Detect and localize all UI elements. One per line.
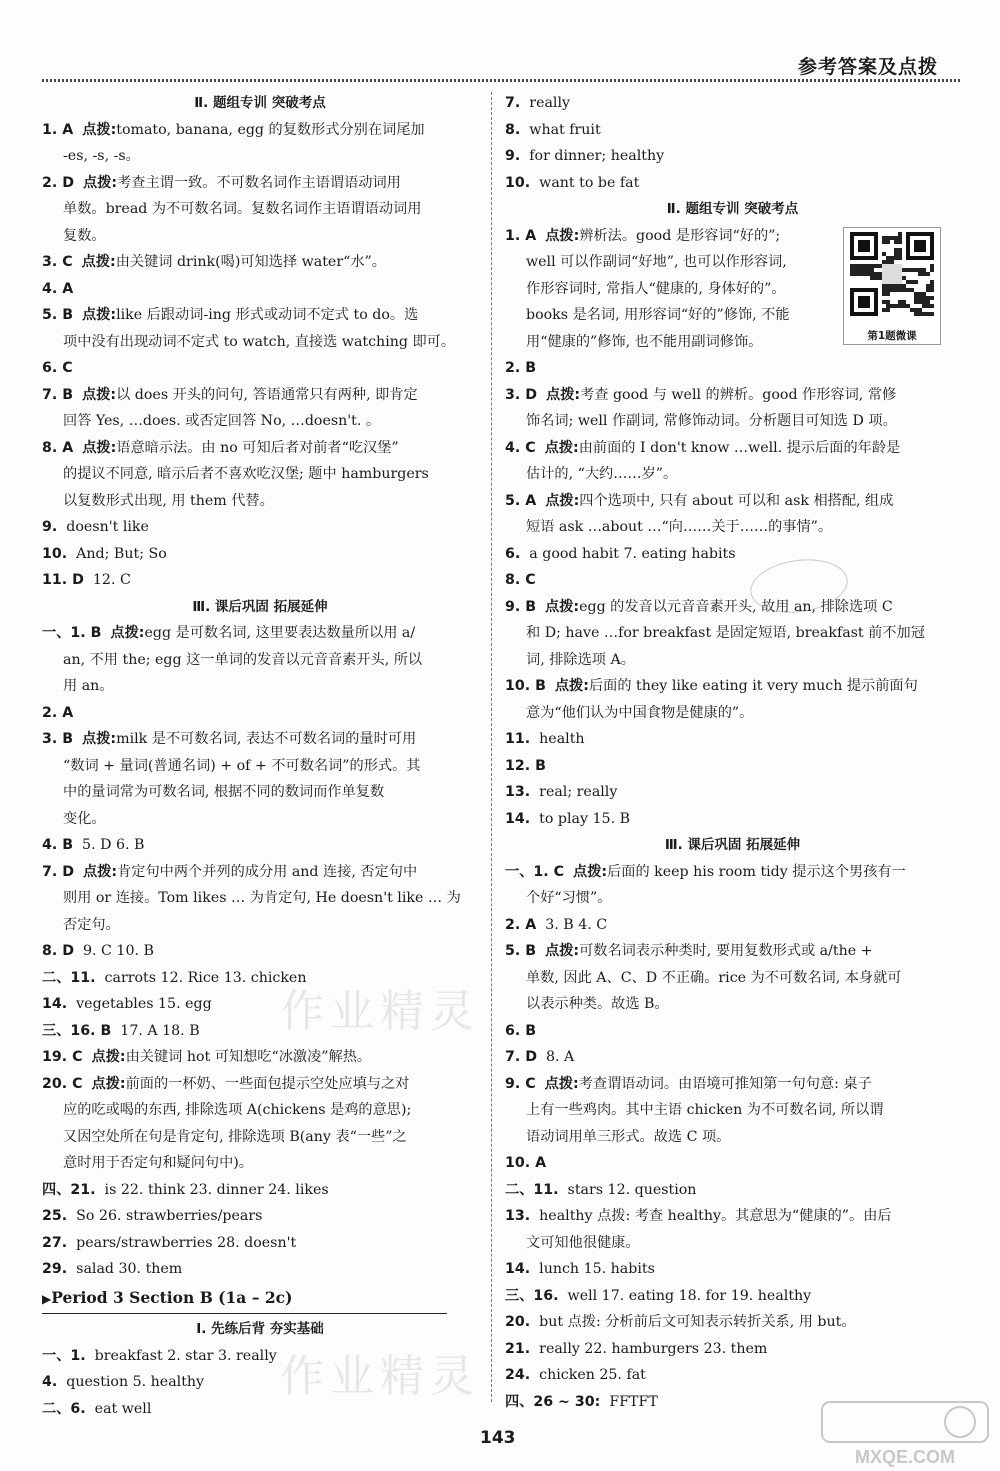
- answer-number: 2. D: [42, 174, 74, 191]
- answer-continuation: [505, 885, 960, 912]
- answer-text: 考查主谓一致。不可数名词作主语谓语动词用: [117, 174, 401, 191]
- qr-caption: 第1题微课: [867, 330, 917, 342]
- answer-number: 13.: [505, 1208, 531, 1224]
- answer-text: 考查 good 与 well 的辨析。good 作形容词, 常修: [580, 386, 897, 403]
- answer-item: [505, 117, 960, 144]
- answer-item: [42, 435, 478, 462]
- answer-text: 上有一些鸡肉。其中主语 chicken 为不可数名词, 所以谓: [526, 1102, 884, 1118]
- answer-continuation: [505, 991, 960, 1018]
- answer-continuation: [505, 408, 960, 435]
- answer-number: 三、16. B: [42, 1022, 112, 1039]
- answer-item: [42, 514, 478, 541]
- answer-continuation: [505, 647, 960, 674]
- answer-text: like 后跟动词-ing 形式或动词不定式 to do。选: [116, 307, 419, 323]
- answer-item: [505, 1044, 960, 1071]
- answer-text: for dinner; healthy: [529, 148, 665, 164]
- answer-number: 11. D: [42, 572, 84, 588]
- answer-number: 4. C: [505, 439, 536, 456]
- answer-number: 4. B: [42, 837, 74, 853]
- answer-text: salad 30. them: [76, 1261, 183, 1277]
- answer-number: 3. D: [505, 386, 537, 403]
- answer-number: 4.: [42, 1374, 58, 1390]
- answer-item: [42, 1044, 478, 1071]
- answer-item: [505, 594, 960, 621]
- answer-item: [505, 673, 960, 700]
- answer-text: 作形容词时, 常指人“健康的, 身体好的”。: [526, 280, 786, 297]
- answer-text: to play 15. B: [539, 810, 631, 827]
- answer-number: 8. C: [505, 572, 536, 588]
- answer-number: 7. B: [42, 386, 74, 403]
- hint-label: 点拨:: [82, 121, 117, 138]
- answer-item: [505, 435, 960, 462]
- answer-text: “数词 + 量词(普通名词) + of + 不可数名词”的形式。其: [63, 757, 421, 774]
- answer-item: [505, 382, 960, 409]
- answer-continuation: [42, 673, 478, 700]
- answer-item: [42, 1369, 478, 1396]
- answer-continuation: [505, 1230, 960, 1257]
- answer-text: egg 是可数名词, 这里要表达数量所以用 a/: [144, 625, 416, 641]
- answer-text: well 17. eating 18. for 19. healthy: [567, 1287, 812, 1304]
- answer-item: [505, 806, 960, 833]
- answer-continuation: [42, 806, 478, 833]
- answer-item: [42, 1018, 478, 1045]
- answer-continuation: [505, 1097, 960, 1124]
- answer-text: chicken 25. fat: [539, 1367, 646, 1383]
- answer-text: 饰名词; well 作副词, 常修饰动词。分析题目可知选 D 项。: [526, 413, 897, 429]
- answer-text: 语意暗示法。由 no 可知后者对前者“吃汉堡”: [116, 439, 399, 456]
- answer-text: 用 an。: [63, 678, 114, 694]
- answer-text: 5. D 6. B: [82, 837, 145, 853]
- answer-text: 后面的 keep his room tidy 提示这个男孩有一: [607, 863, 906, 880]
- answer-item: [42, 991, 478, 1018]
- page-header-title: 参考答案及点拨: [797, 56, 938, 78]
- answer-item: [42, 620, 478, 647]
- answer-number: 20.: [505, 1314, 531, 1330]
- answer-text: 单数。bread 为不可数名词。复数名词作主语谓语动词用: [63, 201, 422, 217]
- answer-text: question 5. healthy: [66, 1374, 205, 1390]
- answer-text: health: [539, 731, 585, 747]
- period-title: Period 3 Section B (1a – 2c): [51, 1287, 293, 1307]
- answer-text: an, 不用 the; egg 这一单词的发音以元音音素开头, 所以: [63, 651, 423, 668]
- answer-item: [42, 1256, 478, 1283]
- answer-text: 17. A 18. B: [120, 1022, 200, 1039]
- answer-text: 应的吃或喝的东西, 排除选项 A(chickens 是鸡的意思);: [63, 1102, 412, 1118]
- answer-item: [42, 117, 478, 144]
- answer-continuation: [505, 461, 960, 488]
- hint-label: 点拨:: [82, 386, 117, 403]
- answer-item: [505, 1203, 960, 1230]
- section-heading: Ⅱ. 题组专训 突破考点: [194, 95, 326, 111]
- period-heading: [42, 1285, 447, 1315]
- answer-text: 单数, 因此 A、C、D 不正确。rice 为不可数名词, 本身就可: [526, 969, 902, 986]
- answer-text: So 26. strawberries/pears: [76, 1208, 263, 1224]
- answer-text: what fruit: [529, 121, 601, 138]
- answer-item: [505, 859, 960, 886]
- answer-text: 则用 or 连接。Tom likes … 为肯定句, He doesn't like … 为: [63, 890, 461, 906]
- answer-number: 1. A: [505, 227, 537, 244]
- answer-continuation: [505, 700, 960, 727]
- answer-number: 5. B: [42, 307, 74, 323]
- hint-label: 点拨:: [545, 943, 580, 959]
- answer-item: [42, 541, 478, 568]
- answer-continuation: [42, 1124, 478, 1151]
- answer-text: 9. C 10. B: [83, 943, 154, 959]
- answer-number: 14.: [505, 810, 531, 827]
- answer-number: 7.: [505, 95, 521, 111]
- answer-text: doesn't like: [66, 519, 149, 535]
- answer-text: well 可以作副词“好地”, 也可以作形容词,: [526, 254, 787, 270]
- answer-continuation: [42, 196, 478, 223]
- answer-item: [42, 302, 478, 329]
- answer-item: [42, 567, 478, 594]
- answer-text: 和 D; have …for breakfast 是固定短语, breakfast 前不加冠: [526, 625, 925, 641]
- qr-code-icon: [850, 232, 934, 316]
- column-divider: [491, 92, 492, 1402]
- hint-label: 点拨:: [91, 1075, 126, 1092]
- answer-text: 又因空处所在句是肯定句, 排除选项 B(any 表“一些”之: [63, 1128, 407, 1145]
- answer-text: 词, 排除选项 A。: [526, 651, 635, 668]
- answer-item: [505, 938, 960, 965]
- answer-text: 语动词用单三形式。故选 C 项。: [526, 1128, 731, 1145]
- hint-label: 点拨:: [83, 174, 118, 191]
- answer-text: 3. B 4. C: [545, 916, 608, 933]
- answer-number: 一、1. B: [42, 625, 102, 641]
- answer-continuation: [42, 753, 478, 780]
- answer-continuation: [42, 223, 478, 250]
- answer-text: pears/strawberries 28. doesn't: [76, 1234, 297, 1251]
- answer-number: 三、16.: [505, 1287, 559, 1304]
- answer-number: 20. C: [42, 1075, 83, 1092]
- answer-item: [505, 1256, 960, 1283]
- answer-number: 9.: [42, 519, 58, 535]
- answer-text: 否定句。: [63, 916, 120, 933]
- watermark-left-bottom: 作业精灵: [280, 1351, 480, 1402]
- answer-text: 以 does 开头的问句, 答语通常只有两种, 即肯定: [116, 386, 418, 403]
- answer-continuation: [42, 647, 478, 674]
- answer-item: [42, 382, 478, 409]
- answer-continuation: [42, 461, 478, 488]
- answer-continuation: [42, 408, 478, 435]
- answer-number: 8. A: [42, 439, 74, 456]
- answer-text: 短语 ask …about …“向……关于……的事情”。: [526, 519, 833, 535]
- answer-item: [42, 1177, 478, 1204]
- answer-text: books 是名词, 用形容词“好的”修饰, 不能: [526, 307, 790, 323]
- answer-item: [505, 143, 960, 170]
- answer-continuation: [42, 779, 478, 806]
- answer-item: [505, 1283, 960, 1310]
- answer-number: 8.: [505, 121, 521, 138]
- answer-number: 1. A: [42, 121, 74, 138]
- answer-text: breakfast 2. star 3. really: [94, 1347, 277, 1364]
- answer-item: [42, 170, 478, 197]
- answer-text: eat well: [94, 1400, 152, 1417]
- answer-number: 四、26 ~ 30:: [505, 1393, 601, 1410]
- answer-item: [42, 1396, 478, 1423]
- answer-item: [42, 1203, 478, 1230]
- answer-number: 6. B: [505, 1022, 537, 1039]
- answer-text: carrots 12. Rice 13. chicken: [104, 969, 307, 986]
- answer-number: 一、1.: [42, 1347, 86, 1364]
- hint-label: 点拨:: [110, 625, 145, 641]
- answer-text: 意为“他们认为中国食物是健康的”。: [526, 704, 754, 721]
- answer-text: 四个选项中, 只有 about 可以和 ask 相搭配, 组成: [579, 492, 894, 509]
- answer-item: [505, 1150, 960, 1177]
- answer-text: 用“健康的”修饰, 也不能用副词修饰。: [526, 333, 763, 350]
- answer-text: 以复数形式出现, 用 them 代替。: [63, 492, 274, 509]
- answer-number: 2. A: [505, 916, 537, 933]
- hint-label: 点拨:: [545, 598, 580, 615]
- answer-continuation: [42, 912, 478, 939]
- answer-text: 由关键词 hot 可知想吃“冰激凌”解热。: [125, 1049, 372, 1065]
- answer-text: really: [529, 95, 571, 111]
- answer-text: 项中没有出现动词不定式 to watch, 直接选 watching 即可。: [63, 333, 456, 350]
- answer-text: 前面的一杯奶、一些面包提示空处应填与之对: [125, 1075, 410, 1092]
- answer-text: 可数名词表示种类时, 要用复数形式或 a/the +: [579, 943, 873, 959]
- answer-text: 由前面的 I don't know …well. 提示后面的年龄是: [578, 439, 901, 456]
- answer-continuation: [42, 488, 478, 515]
- answer-item: [42, 726, 478, 753]
- answer-continuation: [505, 514, 960, 541]
- hint-label: 点拨:: [545, 492, 580, 509]
- answer-number: 7. D: [42, 863, 74, 880]
- answer-text: a good habit 7. eating habits: [529, 545, 736, 562]
- answer-text: egg 的发音以元音音素开头, 故用 an, 排除选项 C: [579, 598, 893, 615]
- answer-continuation: [42, 329, 478, 356]
- answer-text: FFTFT: [609, 1393, 658, 1410]
- answer-number: 二、6.: [42, 1400, 86, 1417]
- answer-text: 文可知他很健康。: [526, 1234, 640, 1251]
- hint-label: 点拨:: [573, 863, 608, 880]
- answer-number: 6. C: [42, 360, 73, 376]
- answer-number: 14.: [42, 996, 68, 1012]
- section-heading: Ⅲ. 课后巩固 拓展延伸: [664, 837, 801, 853]
- answer-number: 4. A: [42, 280, 74, 297]
- answer-item: [42, 1230, 478, 1257]
- answer-item: [42, 832, 478, 859]
- answer-item: [42, 938, 478, 965]
- answer-number: 21.: [505, 1340, 531, 1357]
- answer-continuation: [505, 1124, 960, 1151]
- answer-text: And; But; So: [76, 545, 167, 562]
- hint-label: 点拨:: [91, 1049, 126, 1065]
- answer-item: [505, 1071, 960, 1098]
- section-heading: Ⅲ. 课后巩固 拓展延伸: [192, 598, 328, 615]
- hint-label: 点拨:: [545, 227, 580, 244]
- answer-continuation: [505, 620, 960, 647]
- answer-text: 12. C: [92, 572, 131, 588]
- answer-number: 12. B: [505, 757, 546, 774]
- answer-text: 肯定句中两个并列的成分用 and 连接, 否定句中: [117, 863, 418, 880]
- answer-text: vegetables 15. egg: [76, 996, 212, 1012]
- answer-continuation: [505, 965, 960, 992]
- answer-number: 5. A: [505, 492, 537, 509]
- answer-number: 9.: [505, 148, 521, 164]
- answer-text: is 22. think 23. dinner 24. likes: [104, 1181, 329, 1198]
- answer-item: [42, 355, 478, 382]
- answer-item: [42, 1343, 478, 1370]
- answer-number: 二、11.: [42, 969, 96, 986]
- hint-label: 点拨:: [83, 863, 118, 880]
- answer-number: 5. B: [505, 943, 537, 959]
- hint-label: 点拨:: [82, 307, 117, 323]
- answer-continuation: [42, 143, 478, 170]
- answer-item: [42, 276, 478, 303]
- answer-continuation: [42, 885, 478, 912]
- answer-continuation: [42, 1097, 478, 1124]
- answer-number: 10. B: [505, 678, 546, 694]
- answer-item: [505, 170, 960, 197]
- answer-item: [505, 541, 960, 568]
- answer-item: [505, 726, 960, 753]
- answer-number: 9. B: [505, 598, 537, 615]
- hint-label: 点拨:: [81, 254, 116, 270]
- answer-text: really 22. hamburgers 23. them: [539, 1340, 768, 1357]
- answer-number: 10. A: [505, 1155, 547, 1171]
- answer-number: 6.: [505, 545, 521, 562]
- page-number: 143: [480, 1428, 516, 1448]
- answer-item: [42, 965, 478, 992]
- answer-item: [42, 859, 478, 886]
- answer-text: 回答 Yes, …does. 或否定回答 No, …doesn't. 。: [63, 413, 381, 429]
- answer-item: [505, 1309, 960, 1336]
- answer-item: [505, 779, 960, 806]
- answer-number: 9. C: [505, 1075, 536, 1092]
- answer-item: [505, 1177, 960, 1204]
- header-rule: [42, 79, 960, 82]
- answer-text: 意时用于否定句和疑问句中)。: [63, 1155, 253, 1171]
- hint-label: 点拨:: [546, 386, 581, 403]
- answer-text: 辨析法。good 是形容词“好的”;: [579, 227, 781, 244]
- answer-text: healthy 点拨: 考查 healthy。其意思为“健康的”。由后: [539, 1208, 892, 1224]
- answer-number: 25.: [42, 1208, 68, 1224]
- hint-label: 点拨:: [82, 731, 117, 747]
- answer-item: [505, 1362, 960, 1389]
- answer-number: 3. B: [42, 731, 74, 747]
- answer-text: 估计的, “大约……岁”。: [526, 466, 678, 482]
- answer-text: -es, -s, -s。: [63, 148, 140, 164]
- watermark-left: 作业精灵: [280, 986, 480, 1037]
- answer-text: 的提议不同意, 暗示后者不喜欢吃汉堡; 题中 hamburgers: [63, 466, 429, 482]
- answer-text: 8. A: [546, 1049, 575, 1065]
- left-column: [42, 90, 478, 1422]
- section-heading: Ⅰ. 先练后背 夯实基础: [196, 1321, 324, 1337]
- answer-text: tomato, banana, egg 的复数形式分别在词尾加: [116, 121, 425, 138]
- answer-number: 一、1. C: [505, 863, 564, 880]
- answer-item: [505, 355, 960, 382]
- answer-item: [505, 1018, 960, 1045]
- answer-text: want to be fat: [539, 174, 640, 191]
- answer-text: 个好“习惯”。: [526, 890, 612, 906]
- answer-text: milk 是不可数名词, 表达不可数名词的量时可用: [116, 731, 417, 747]
- qr-code-block[interactable]: [843, 227, 941, 345]
- answer-item: [505, 753, 960, 780]
- answer-text: 以表示种类。故选 B。: [526, 996, 669, 1012]
- triangle-icon: ▶: [42, 1291, 52, 1306]
- answer-number: 27.: [42, 1234, 68, 1251]
- answer-text: 中的量词常为可数名词, 根据不同的数词而作单复数: [63, 784, 385, 800]
- answer-number: 10.: [42, 545, 68, 562]
- answer-item: [505, 912, 960, 939]
- answer-number: 2. A: [42, 704, 74, 721]
- answer-number: 13.: [505, 784, 531, 800]
- answer-item: [505, 567, 960, 594]
- hint-label: 点拨:: [554, 678, 589, 694]
- answer-text: 复数。: [63, 227, 106, 244]
- answer-text: real; really: [539, 784, 618, 800]
- answer-item: [42, 249, 478, 276]
- answer-text: 后面的 they like eating it very much 提示前面句: [588, 678, 918, 694]
- answer-number: 24.: [505, 1367, 531, 1383]
- answer-number: 8. D: [42, 943, 74, 959]
- answer-number: 14.: [505, 1261, 531, 1277]
- answer-text: 变化。: [63, 810, 106, 827]
- answer-text: lunch 15. habits: [539, 1261, 655, 1277]
- answer-text: stars 12. question: [567, 1181, 697, 1198]
- answer-item: [505, 488, 960, 515]
- answer-number: 3. C: [42, 254, 73, 270]
- answer-number: 11.: [505, 731, 531, 747]
- answer-item: [42, 700, 478, 727]
- answer-item: [42, 1071, 478, 1098]
- answer-number: 2. B: [505, 360, 537, 376]
- answer-number: 19. C: [42, 1049, 83, 1065]
- answer-continuation: [42, 1150, 478, 1177]
- answer-item: [505, 90, 960, 117]
- answer-text: but 点拨: 分析前后文可知表示转折关系, 用 but。: [539, 1314, 856, 1330]
- site-logo: [820, 1400, 990, 1470]
- hint-label: 点拨:: [544, 1075, 579, 1092]
- hint-label: 点拨:: [82, 439, 117, 456]
- answer-number: 四、21.: [42, 1181, 96, 1198]
- svg-text:MXQE.COM: MXQE.COM: [854, 1447, 956, 1467]
- answer-number: 二、11.: [505, 1181, 559, 1198]
- answer-number: 29.: [42, 1261, 68, 1277]
- answer-item: [505, 1336, 960, 1363]
- answer-number: 10.: [505, 174, 531, 191]
- answer-text: 由关键词 drink(喝)可知选择 water“水”。: [115, 254, 386, 270]
- answer-number: 7. D: [505, 1049, 537, 1065]
- section-heading: Ⅱ. 题组专训 突破考点: [666, 201, 799, 217]
- hint-label: 点拨:: [544, 439, 579, 456]
- answer-text: 考查谓语动词。由语境可推知第一句句意: 桌子: [578, 1075, 872, 1092]
